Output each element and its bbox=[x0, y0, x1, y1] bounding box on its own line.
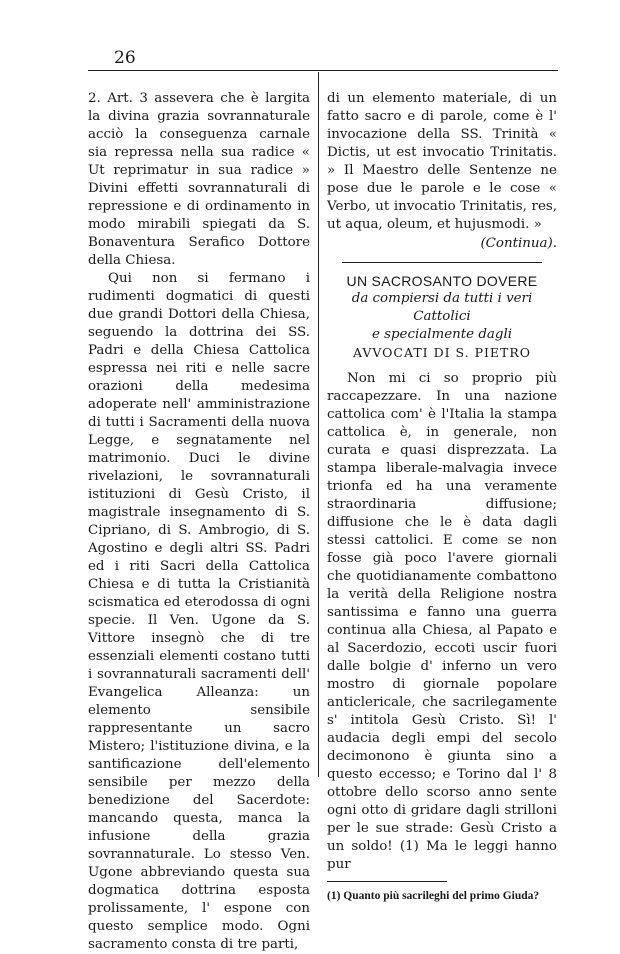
header-rule bbox=[88, 70, 558, 71]
left-column bbox=[88, 90, 310, 954]
article-author: AVVOCATI DI S. PIETRO bbox=[352, 345, 532, 360]
column-divider bbox=[318, 72, 319, 777]
page-number: 26 bbox=[114, 48, 136, 68]
footnote: (1) Quanto più sacrileghi del primo Giuda? bbox=[327, 890, 540, 902]
right-column bbox=[327, 90, 557, 905]
continua-note: (Continua). bbox=[480, 236, 557, 251]
article-title: UN SACROSANTO DOVERE bbox=[346, 273, 538, 289]
paragraph-continuation: di un elemento materiale, di un fatto sacro e di parole, come è l' invocazione della SS. Trinità « Dictis, ut est invocatio Trinitatis. » Il Maestro delle Sentenze ne pose due le parole e le cose « Verbo, ut invocatio Trinitatis, res, ut aqua, oleum, et hujusmodi. » bbox=[327, 91, 557, 232]
paragraph-rudimenti: Qui non si fermano i rudimenti dogmatici di questi due grandi Dottori della Chiesa, seguendo la dottrina dei SS. Padri e della Chiesa Cattolica espressa nei riti e nelle sacre orazioni della medesima adoperate nell' amministrazione di tutti i Sacramenti della nuova Legge, e segnatamente nel matrimonio. Duci le divine rivelazioni, le sovrannaturali istituzioni di Gesù Cristo, il magistrale insegnamento di S. Cipriano, di S. Ambrogio, di S. Agostino e degli altri SS. Padri ed i riti Sacri della Cattolica Chiesa e di tutta la Cristianità scismatica ed eterodossa di ogni specie. Il Ven. Ugone da S. Vittore insegnò che di tre essenziali elementi costano tutti i sovrannaturali sacramenti dell' Evangelica Alleanza: un elemento sensibile rappresentante un sacro Mistero; l'istituzione divina, e la santificazione dell'elemento sensibile per mezzo della benedizione del Sacerdote: mancando questa, manca la infusione della grazia sovrannaturale. Lo stesso Ven. Ugone abbreviando questa sua dogmatica dottrina esposta prolissamente, l' espone con questo semplice modo. Ogni sacramento consta di tre parti, bbox=[88, 271, 310, 952]
footnote-rule bbox=[327, 881, 447, 882]
article-subtitle-line2: e specialmente dagli bbox=[371, 327, 513, 342]
article-subtitle-line1: da compiersi da tutti i veri Cattolici bbox=[351, 291, 533, 324]
section-rule bbox=[342, 262, 542, 263]
paragraph-art-3: 2. Art. 3 assevera che è largita la divina grazia sovrannaturale acciò la conseguenza carnale sia repressa nella sua radice « Ut reprimatur in sua radice » Divini effetti sovrannaturali di repressione e di ordinamento in modo mirabili spiegati da S. Bonaventura Serafico Dottore della Chiesa. bbox=[88, 91, 310, 268]
article-body: Non mi ci so proprio più raccapezzare. In una nazione cattolica com' è l'Italia la stampa cattolica è, in generale, non curata e quasi disprezzata. La stampa liberale-malvagia invece trionfa ed ha una veramente straordinaria diffusione; diffusione che le è data dagli stessi cattolici. E come se non fosse già poco l'avere giornali che quotidianamente combattono la verità della Religione nostra santissima e fanno una guerra continua alla Chiesa, al Papato e al Sacerdozio, eccoti uscir fuori dalle bolgie d' inferno un vero mostro di giornale popolare anticlericale, che sacrilegamente s' intitola Gesù Cristo. Sì! l' audacia degli empi del secolo decimonono è giunta sino a questo eccesso; e Torino dal l' 8 ottobre dello scorso anno sente ogni otto di gridare dagli strilloni per le sue strade: Gesù Cristo a un soldo! (1) Ma le leggi hanno pur bbox=[327, 371, 557, 872]
